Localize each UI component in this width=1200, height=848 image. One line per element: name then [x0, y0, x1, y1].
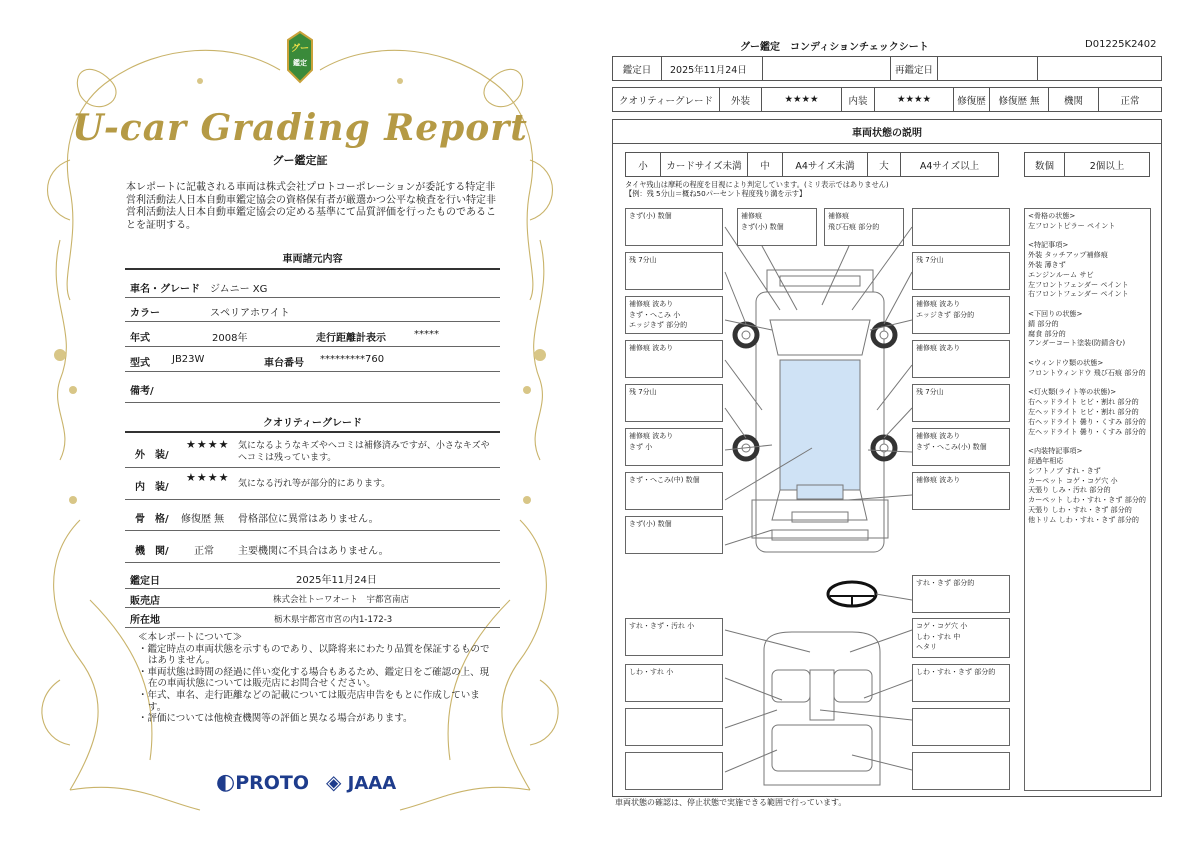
- frame-text: 骨格部位に異常はありません。: [238, 514, 379, 525]
- interior-box: すれ・きず・汚れ 小: [625, 618, 723, 656]
- proto-mark-icon: ◐: [216, 770, 236, 795]
- damage-box: きず(小) 数個: [625, 208, 723, 246]
- ext-stars: ★★★★: [762, 88, 842, 111]
- quality-row: [612, 87, 1162, 112]
- damage-box: 補修痕 波あり: [625, 340, 723, 378]
- damage-box: 補修痕 波あり: [912, 472, 1010, 510]
- engine-label: 機 関/: [135, 546, 169, 557]
- empty-box: [625, 708, 723, 746]
- desc-title: 車両状態の説明: [612, 119, 1162, 144]
- exterior-text: 気になるようなキズやヘコミは補修済みですが、小さなキズやヘコミは残っています。: [238, 441, 490, 463]
- damage-box: 補修痕 波あり エッジきず 部分的: [912, 296, 1010, 334]
- tire-example: 【例：残 5分山＝概ね50パーセント程度残り溝を示す】: [625, 189, 807, 198]
- engine-value: 正常: [1120, 95, 1140, 107]
- certificate-subtitle: グー鑑定証: [272, 154, 328, 167]
- chassis-value: *********760: [320, 354, 385, 365]
- exterior-stars: ★★★★: [186, 438, 230, 451]
- ext-label: 外装: [720, 88, 762, 111]
- tire-box: 残 7分山: [625, 252, 723, 290]
- empty-box: [912, 208, 1010, 246]
- sheet-footer: 車両状態の確認は、停止状態で実施できる範囲で行っています。: [615, 798, 847, 807]
- size-legend: [625, 152, 999, 177]
- damage-box: きず・へこみ(中) 数個: [625, 472, 723, 510]
- repair-value: 修復歴 無: [990, 88, 1049, 111]
- date-value: 2025年11月24日: [296, 575, 377, 586]
- damage-box: 補修痕 飛び石痕 部分的: [824, 208, 904, 246]
- certificate-intro: 本レポートに記載される車両は株式会社プロトコーポレーションが委託する特定非営利活動法人日本自動車鑑定協会の資格保有者が厳選かつ公平な検査を行い特定非営利活動法人日本自動車鑑定協会の定める基準にて品質評価を行ったものであることを証明する。: [126, 182, 496, 231]
- empty-box: [625, 752, 723, 790]
- size-large: 大: [868, 153, 901, 176]
- tire-box: 残 7分山: [912, 384, 1010, 422]
- damage-box: 補修痕 きず(小) 数個: [737, 208, 817, 246]
- quality-title: クオリティーグレード: [263, 418, 362, 429]
- engine-value: 正常: [194, 546, 214, 557]
- sheet-title: グー鑑定 コンディションチェックシート: [740, 42, 929, 53]
- damage-box: 補修痕 波あり: [912, 340, 1010, 378]
- size-small: 小: [626, 153, 661, 176]
- notes-title: ≪本レポートについて≫: [138, 632, 243, 643]
- jaaa-mark-icon: ◈: [326, 770, 342, 794]
- date-label: 鑑定日: [130, 576, 160, 587]
- tire-box: 残 7分山: [912, 252, 1010, 290]
- address-value: 栃木県宇都宮市宮の内1-172-3: [274, 615, 393, 625]
- badge-top-text: グー: [290, 44, 309, 54]
- specs-title: 車両諸元内容: [282, 254, 343, 265]
- damage-box: 補修痕 波あり きず・へこみ 小 エッジきず 部分的: [625, 296, 723, 334]
- damage-box: 補修痕 波あり きず 小: [625, 428, 723, 466]
- engine-text: 主要機関に不具合はありません。: [238, 546, 389, 557]
- date-label: 鑑定日: [613, 57, 662, 80]
- qg-label: クオリティーグレード: [613, 88, 720, 111]
- size-small-desc: カードサイズ未満: [661, 153, 748, 176]
- frame-value: 修復歴 無: [181, 514, 225, 525]
- engine-label: 機関: [1049, 88, 1099, 111]
- address-label: 所在地: [130, 615, 160, 626]
- tire-box: 残 7分山: [625, 384, 723, 422]
- int-label: 内装: [842, 88, 875, 111]
- empty-box: [912, 752, 1010, 790]
- sheet-code: D01225K2402: [1085, 39, 1157, 50]
- year-label: 年式: [130, 333, 150, 344]
- badge-bottom-text: 鑑定: [293, 59, 307, 67]
- exterior-label: 外 装/: [135, 450, 169, 461]
- chassis-label: 車台番号: [264, 358, 304, 369]
- color-value: スペリアホワイト: [210, 308, 290, 319]
- count-legend: [1024, 152, 1150, 177]
- int-stars: ★★★★: [875, 88, 954, 111]
- redate-label: 再鑑定日: [891, 57, 938, 80]
- size-mid: 中: [748, 153, 783, 176]
- interior-box: すれ・きず 部分的: [912, 575, 1010, 613]
- count-label: 数個: [1025, 153, 1065, 176]
- remarks-label: 備考/: [130, 386, 154, 397]
- note-item: ・車両状態は時間の経過に伴い変化する場合もあるため、鑑定日をご確認の上、現在の車両状態については販売店にお問合せください。: [138, 666, 490, 690]
- dealer-value: 株式会社トーワオート 宇都宮南店: [273, 595, 410, 605]
- tire-note: タイヤ残山は摩耗の程度を目視により判定しています。(ミリ表示ではありません): [625, 180, 889, 189]
- note-item: ・評価については他検査機関等の評価と異なる場合があります。: [138, 713, 413, 725]
- report-title: U-car Grading Report: [72, 107, 528, 149]
- size-mid-desc: A4サイズ未満: [783, 153, 868, 176]
- dealer-label: 販売店: [130, 596, 160, 607]
- name-value: ジムニー XG: [210, 284, 268, 295]
- count-desc: 2個以上: [1089, 160, 1125, 172]
- report-notes: [138, 632, 498, 725]
- interior-box: しわ・すれ・きず 部分的: [912, 664, 1010, 702]
- interior-label: 内 装/: [135, 482, 169, 493]
- frame-label: 骨 格/: [135, 514, 169, 525]
- size-large-desc: A4サイズ以上: [919, 160, 980, 172]
- color-label: カラー: [130, 308, 160, 319]
- interior-stars: ★★★★: [186, 471, 230, 484]
- proto-logo: ◐PROTO: [216, 770, 310, 795]
- repair-label: 修復歴: [954, 88, 990, 111]
- damage-box: 補修痕 波あり きず・へこみ(小) 数個: [912, 428, 1010, 466]
- note-item: ・年式、車名、走行距離などの記載については販売店申告をもとに作成しています。: [138, 689, 480, 713]
- condition-notes: <骨格の状態> 左フロントピラー ペイント <特記事項> 外装 タッチアップ補修痕 外装 薄きず エンジンルーム サビ 左フロントフェンダー ペイント 右フロントフェンダー ペイント <下回りの状態> 錆 部分的 腐食 部分的 アンダーコート塗装(防錆含む) <ウィンドウ類の状態> フロントウィンドウ 飛び石痕 部分的 <灯火類(ライト等の状態)> 右ヘッドライト ヒビ・割れ 部分的 左ヘッドライト ヒビ・割れ 部分的 右ヘッドライト 曇り・くすみ 部分的 左ヘッドライト 曇り・くすみ 部分的 <内装特記事項> 経過年相応 シフトノブ すれ・きず カーペット コゲ・コゲ穴 小 天張り しみ・汚れ 部分的 カーペット しわ・すれ・きず 部分的 天張り しわ・すれ・きず 部分的 他トリム しわ・すれ・きず 部分的: [1024, 208, 1151, 791]
- jaaa-logo: ◈ JAAA: [326, 770, 397, 794]
- mileage-value: *****: [414, 329, 439, 340]
- date-row: [612, 56, 1162, 81]
- model-label: 型式: [130, 358, 150, 369]
- model-value: JB23W: [172, 354, 205, 365]
- interior-box: しわ・すれ 小: [625, 664, 723, 702]
- note-item: ・鑑定時点の車両状態を示すものであり、以降将来にわたり品質を保証するものではありません。: [138, 643, 490, 667]
- date-value: 2025年11月24日: [662, 57, 763, 80]
- empty-box: [912, 708, 1010, 746]
- name-label: 車名・グレード: [130, 284, 200, 295]
- interior-box: コゲ・コゲ穴 小 しわ・すれ 中 ヘタリ: [912, 618, 1010, 658]
- year-value: 2008年: [212, 333, 248, 344]
- interior-text: 気になる汚れ等が部分的にあります。: [238, 479, 391, 489]
- mileage-label: 走行距離計表示: [316, 333, 386, 344]
- damage-box: きず(小) 数個: [625, 516, 723, 554]
